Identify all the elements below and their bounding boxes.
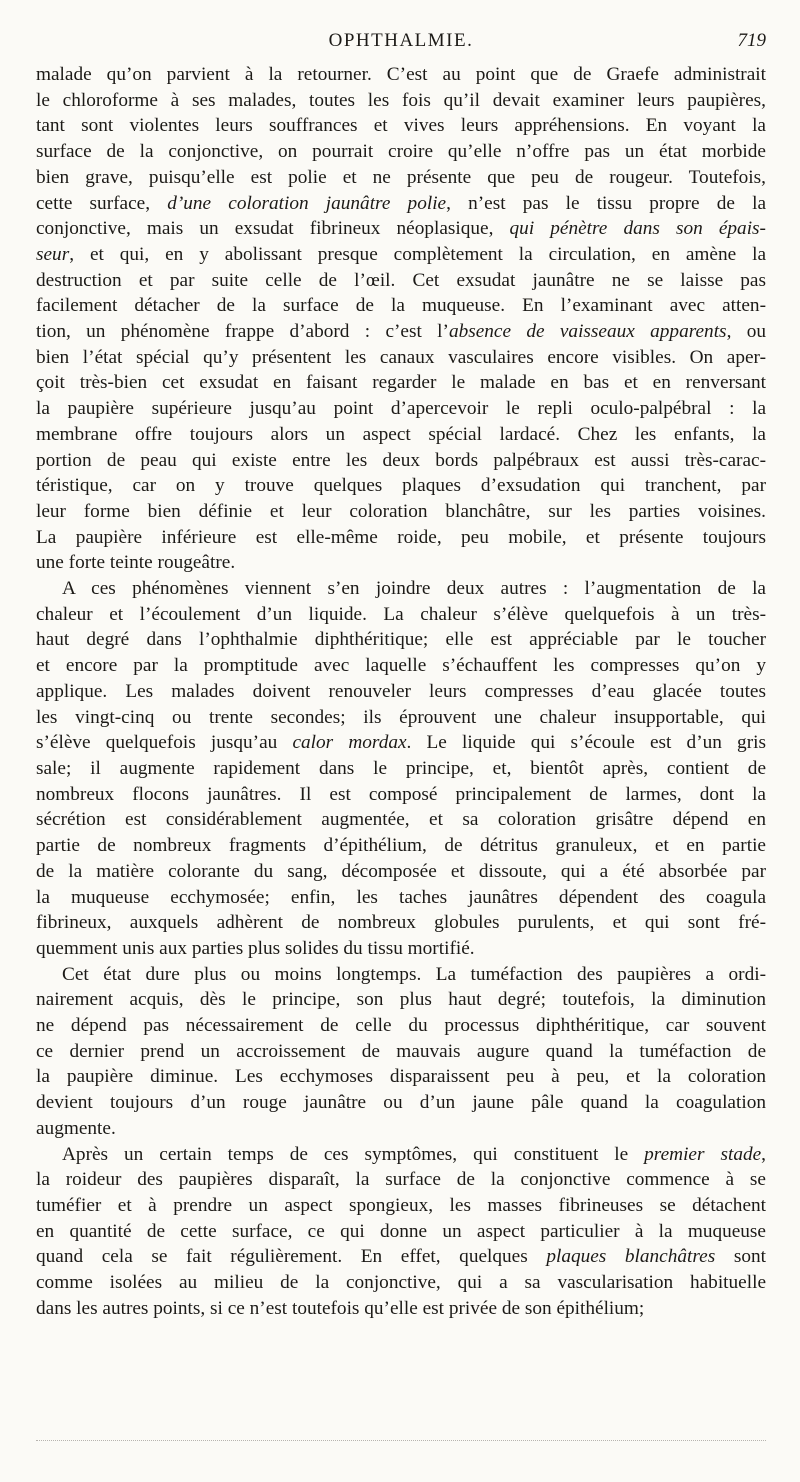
text-line: partie de nombreux fragments d’épithélium, de détritus granuleux, et en partie bbox=[36, 835, 766, 857]
text-line: Cet état dure plus ou moins longtemps. La tuméfaction des paupières a ordi- bbox=[62, 963, 766, 985]
italic-phrase: calor mordax bbox=[292, 732, 407, 754]
text-line: chaleur et l’écoulement d’un liquide. La chaleur s’élève quelquefois à un très- bbox=[36, 603, 766, 625]
text-line: leur forme bien définie et leur coloration blanchâtre, sur les parties voisines. bbox=[36, 500, 766, 522]
text-line: le chloroforme à ses malades, toutes les fois qu’il devait examiner leurs paupières, bbox=[36, 89, 766, 111]
text-line: cette surface, d’une coloration jaunâtre polie, n’est pas le tissu propre de la bbox=[36, 192, 766, 214]
text-line: quemment unis aux parties plus solides du tissu mortifié. bbox=[36, 937, 475, 959]
text-line: bien l’état spécial qu’y présentent les canaux vasculaires encore visibles. On aper- bbox=[36, 346, 766, 368]
text-line: la paupière diminue. Les ecchymoses disparaissent peu à peu, et la coloration bbox=[36, 1066, 766, 1088]
text-line: les vingt-cinq ou trente secondes; ils éprouvent une chaleur insupportable, qui bbox=[36, 706, 766, 728]
text-line: haut degré dans l’ophthalmie diphthéritique; elle est appréciable par le toucher bbox=[36, 629, 766, 651]
text-line: ce dernier prend un accroissement de mauvais augure quand la tuméfaction de bbox=[36, 1040, 766, 1062]
text-line: conjonctive, mais un exsudat fibrineux néoplasique, qui pénètre dans son épais- bbox=[36, 218, 766, 240]
text-line: malade qu’on parvient à la retourner. C’est au point que de Graefe administrait bbox=[36, 64, 766, 85]
text-line: la roideur des paupières disparaît, la surface de la conjonctive commence à se bbox=[36, 1169, 766, 1191]
page-number: 719 bbox=[737, 30, 766, 51]
italic-phrase: seur bbox=[36, 243, 70, 265]
text-line: surface de la conjonctive, on pourrait croire qu’elle n’offre pas un état morbide bbox=[36, 141, 766, 163]
text-line: tuméfier et à prendre un aspect spongieux, les masses fibrineuses se détachent bbox=[36, 1194, 766, 1216]
italic-phrase: qui pénètre dans son épais- bbox=[509, 218, 766, 240]
italic-phrase: premier stade bbox=[644, 1143, 762, 1165]
text-line: dans les autres points, si ce n’est toutefois qu’elle est privée de son épithélium; bbox=[36, 1297, 645, 1319]
text-line: s’élève quelquefois jusqu’au calor mordax. Le liquide qui s’écoule est d’un gris bbox=[36, 732, 766, 754]
text-line: facilement détacher de la surface de la muqueuse. En l’examinant avec atten- bbox=[36, 295, 766, 317]
paragraph bbox=[36, 576, 766, 962]
text-line: la muqueuse ecchymosée; enfin, les taches jaunâtres dépendent des coagula bbox=[36, 886, 766, 908]
text-line: seur, et qui, en y abolissant presque complètement la circulation, en amène la bbox=[36, 243, 766, 265]
text-line: sale; il augmente rapidement dans le principe, et, bientôt après, contient de bbox=[36, 757, 766, 779]
text-line: applique. Les malades doivent renouveler leurs compresses d’eau glacée toutes bbox=[36, 680, 766, 702]
text-line: destruction et par suite celle de l’œil. Cet exsudat jaunâtre ne se laisse pas bbox=[36, 269, 766, 291]
text-line: nombreux flocons jaunâtres. Il est composé principalement de larmes, dont la bbox=[36, 783, 766, 805]
paragraph bbox=[36, 62, 766, 576]
footer-rule bbox=[36, 1440, 766, 1441]
paragraph bbox=[36, 962, 766, 1142]
running-title: OPHTHALMIE. bbox=[328, 30, 474, 51]
text-line: Après un certain temps de ces symptômes, qui constituent le premier stade, bbox=[62, 1143, 766, 1165]
text-line: membrane offre toujours alors un aspect spécial lardacé. Chez les enfants, la bbox=[36, 423, 766, 445]
paragraph bbox=[36, 1142, 766, 1322]
italic-phrase: plaques blanchâtres bbox=[546, 1246, 716, 1268]
text-line: la paupière supérieure jusqu’au point d’apercevoir le repli oculo-palpébral : la bbox=[36, 398, 766, 420]
text-line: une forte teinte rougeâtre. bbox=[36, 552, 236, 574]
text-line: çoit très-bien cet exsudat en faisant regarder le malade en bas et en renversant bbox=[36, 372, 766, 394]
text-line: devient toujours d’un rouge jaunâtre ou d’un jaune pâle quand la coagulation bbox=[36, 1092, 766, 1114]
text-line: sécrétion est considérablement augmentée, et sa coloration grisâtre dépend en bbox=[36, 809, 766, 831]
text-line: La paupière inférieure est elle-même roide, peu mobile, et présente toujours bbox=[36, 526, 766, 548]
text-line: téristique, car on y trouve quelques plaques d’exsudation qui tranchent, par bbox=[36, 475, 766, 497]
text-line: tion, un phénomène frappe d’abord : c’est l’absence de vaisseaux apparents, ou bbox=[36, 321, 766, 343]
text-line: comme isolées au milieu de la conjonctive, qui a sa vascularisation habituelle bbox=[36, 1272, 766, 1294]
text-line: fibrineux, auxquels adhèrent de nombreux globules purulents, et qui sont fré- bbox=[36, 912, 766, 934]
italic-phrase: d’une coloration jaunâtre polie bbox=[167, 192, 447, 214]
text-line: A ces phénomènes viennent s’en joindre deux autres : l’augmentation de la bbox=[62, 578, 766, 600]
body-text bbox=[36, 62, 766, 1321]
text-line: augmente. bbox=[36, 1117, 116, 1139]
text-line: et encore par la promptitude avec laquelle s’échauffent les compresses qu’on y bbox=[36, 655, 766, 677]
text-line: nairement acquis, dès le principe, son plus haut degré; toutefois, la diminution bbox=[36, 989, 766, 1011]
page-header bbox=[36, 30, 766, 56]
text-line: en quantité de cette surface, ce qui donne un aspect particulier à la muqueuse bbox=[36, 1220, 766, 1242]
italic-phrase: absence de vaisseaux apparents bbox=[448, 321, 727, 343]
text-line: quand cela se fait régulièrement. En effet, quelques plaques blanchâtres sont bbox=[36, 1246, 766, 1268]
text-line: bien grave, puisqu’elle est polie et ne présente que peu de rougeur. Toutefois, bbox=[36, 166, 766, 188]
text-line: ne dépend pas nécessairement de celle du processus diphthéritique, car souvent bbox=[36, 1015, 766, 1037]
text-line: portion de peau qui existe entre les deux bords palpébraux est aussi très-carac- bbox=[36, 449, 766, 471]
text-line: tant sont violentes leurs souffrances et vives leurs appréhensions. En voyant la bbox=[36, 115, 766, 137]
text-line: de la matière colorante du sang, décomposée et dissoute, qui a été absorbée par bbox=[36, 860, 766, 882]
